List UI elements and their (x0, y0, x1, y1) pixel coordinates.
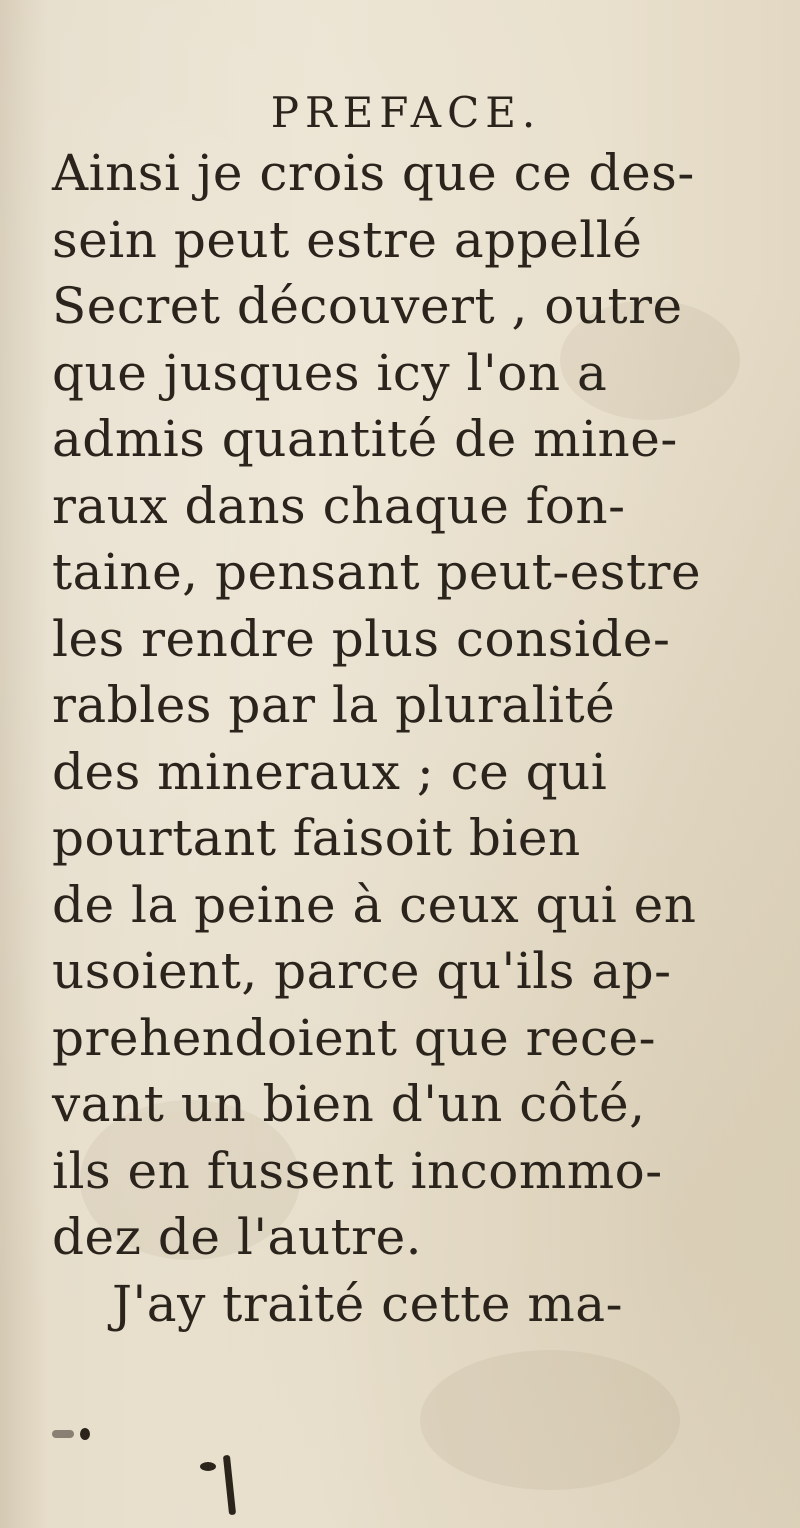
text-line: Secret découvert , outre (52, 277, 683, 335)
text-line: les rendre plus conside- (52, 609, 671, 668)
text-line: usoient, parce qu'ils ap- (52, 942, 672, 1000)
text-line: taine, pensant peut-estre (52, 543, 702, 601)
text-line: de la peine à ceux qui en (52, 875, 697, 934)
text-line: dez de l'autre. (52, 1208, 423, 1266)
ink-blot (80, 1428, 90, 1440)
text-line: admis quantité de mine- (52, 410, 678, 468)
paper-stain (420, 1350, 680, 1490)
ink-blot (200, 1462, 216, 1471)
text-line: pourtant faisoit bien (52, 809, 581, 867)
text-line: que jusques icy l'on a (52, 343, 608, 402)
text-line: raux dans chaque fon- (52, 476, 626, 535)
text-line: J'ay traité cette ma- (112, 1274, 623, 1333)
text-line: rables par la pluralité (52, 676, 616, 734)
text-line: vant un bien d'un côté, (52, 1075, 646, 1133)
text-line: sein peut estre appellé (52, 210, 643, 269)
running-title: PREFACE. (270, 88, 542, 137)
text-line: des mineraux ; ce qui (52, 742, 608, 801)
text-line: prehendoient que rece- (52, 1008, 657, 1067)
ink-blot (52, 1430, 74, 1438)
page-body-text (52, 140, 752, 1337)
ink-blot (223, 1455, 236, 1515)
running-header (0, 88, 800, 137)
text-line: ils en fussent incommo- (52, 1141, 663, 1200)
text-line: Ainsi je crois que ce des- (52, 144, 695, 202)
